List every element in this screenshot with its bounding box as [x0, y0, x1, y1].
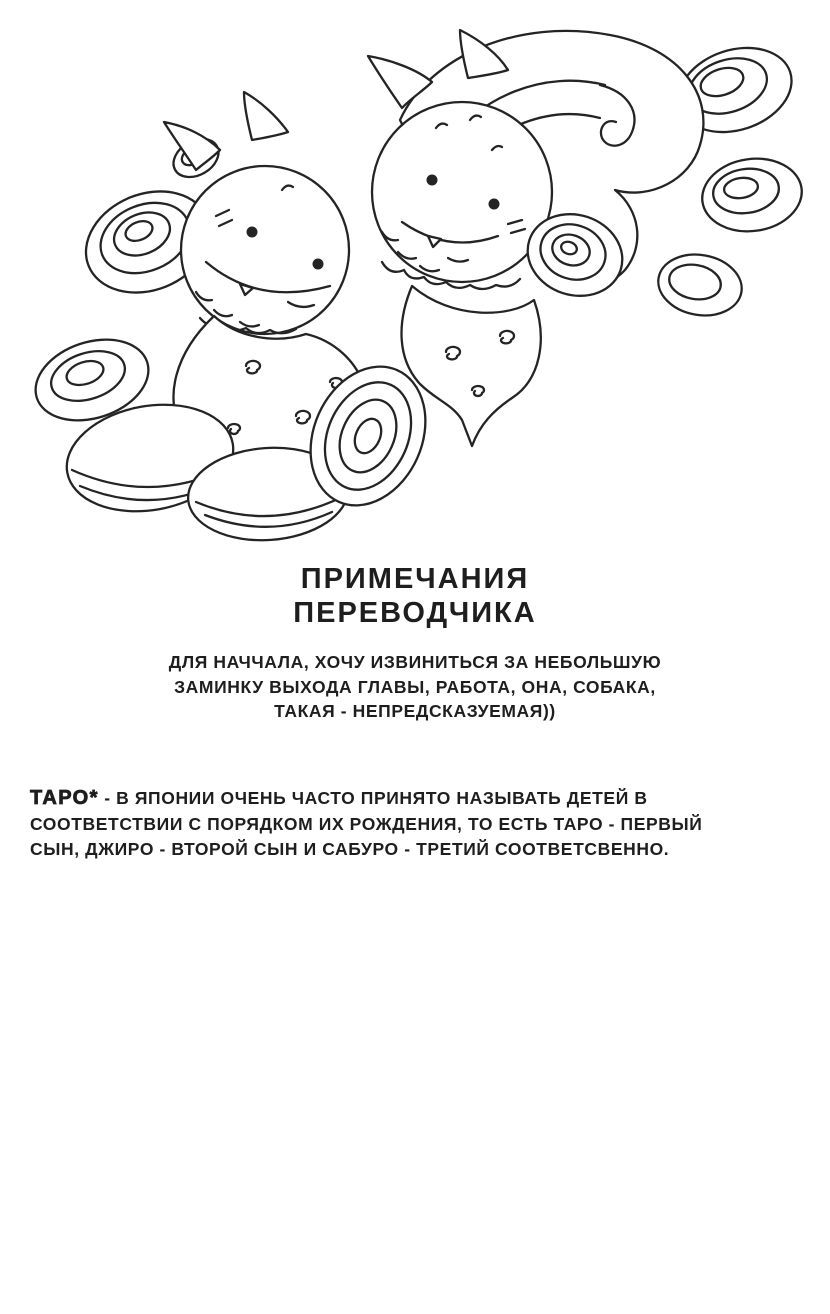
- chibi-lion-pups-illustration: [0, 0, 830, 548]
- taro-footnote-line-3: СЫН, ДЖИРО - ВТОРОЙ СЫН И САБУРО - ТРЕТИЙ СООТВЕТСВЕННО.: [30, 839, 670, 859]
- taro-footnote: [30, 786, 802, 863]
- taro-footnote-line-2: СООТВЕТСТВИИ С ПОРЯДКОМ ИХ РОЖДЕНИЯ, ТО ЕСТЬ ТАРО - ПЕРВЫЙ: [30, 813, 703, 834]
- taro-footnote-line-1: [30, 786, 802, 812]
- intro-note-line-2: ЗАМИНКУ ВЫХОДА ГЛАВЫ, РАБОТА, ОНА, СОБАКА,: [174, 676, 656, 697]
- intro-note-line-1: ДЛЯ НАЧЧАЛА, ХОЧУ ИЗВИНИТЬСЯ ЗА НЕБОЛЬШУЮ: [168, 652, 662, 672]
- taro-term: ТАРО*: [30, 787, 99, 809]
- page-title: [15, 562, 815, 630]
- right-pup-head: [372, 102, 552, 282]
- taro-footnote-line-1-rest: - В ЯПОНИИ ОЧЕНЬ ЧАСТО ПРИНЯТО НАЗЫВАТЬ ДЕТЕЙ В: [98, 788, 648, 808]
- intro-note-line-3: ТАКАЯ - НЕПРЕДСКАЗУЕМАЯ)): [274, 701, 556, 721]
- intro-note: [15, 650, 815, 724]
- page-title-line-2: ПЕРЕВОДЧИКА: [293, 597, 537, 629]
- page-title-line-1: ПРИМЕЧАНИЯ: [300, 563, 530, 595]
- left-pup-head: [181, 166, 349, 334]
- right-pup: [368, 30, 807, 446]
